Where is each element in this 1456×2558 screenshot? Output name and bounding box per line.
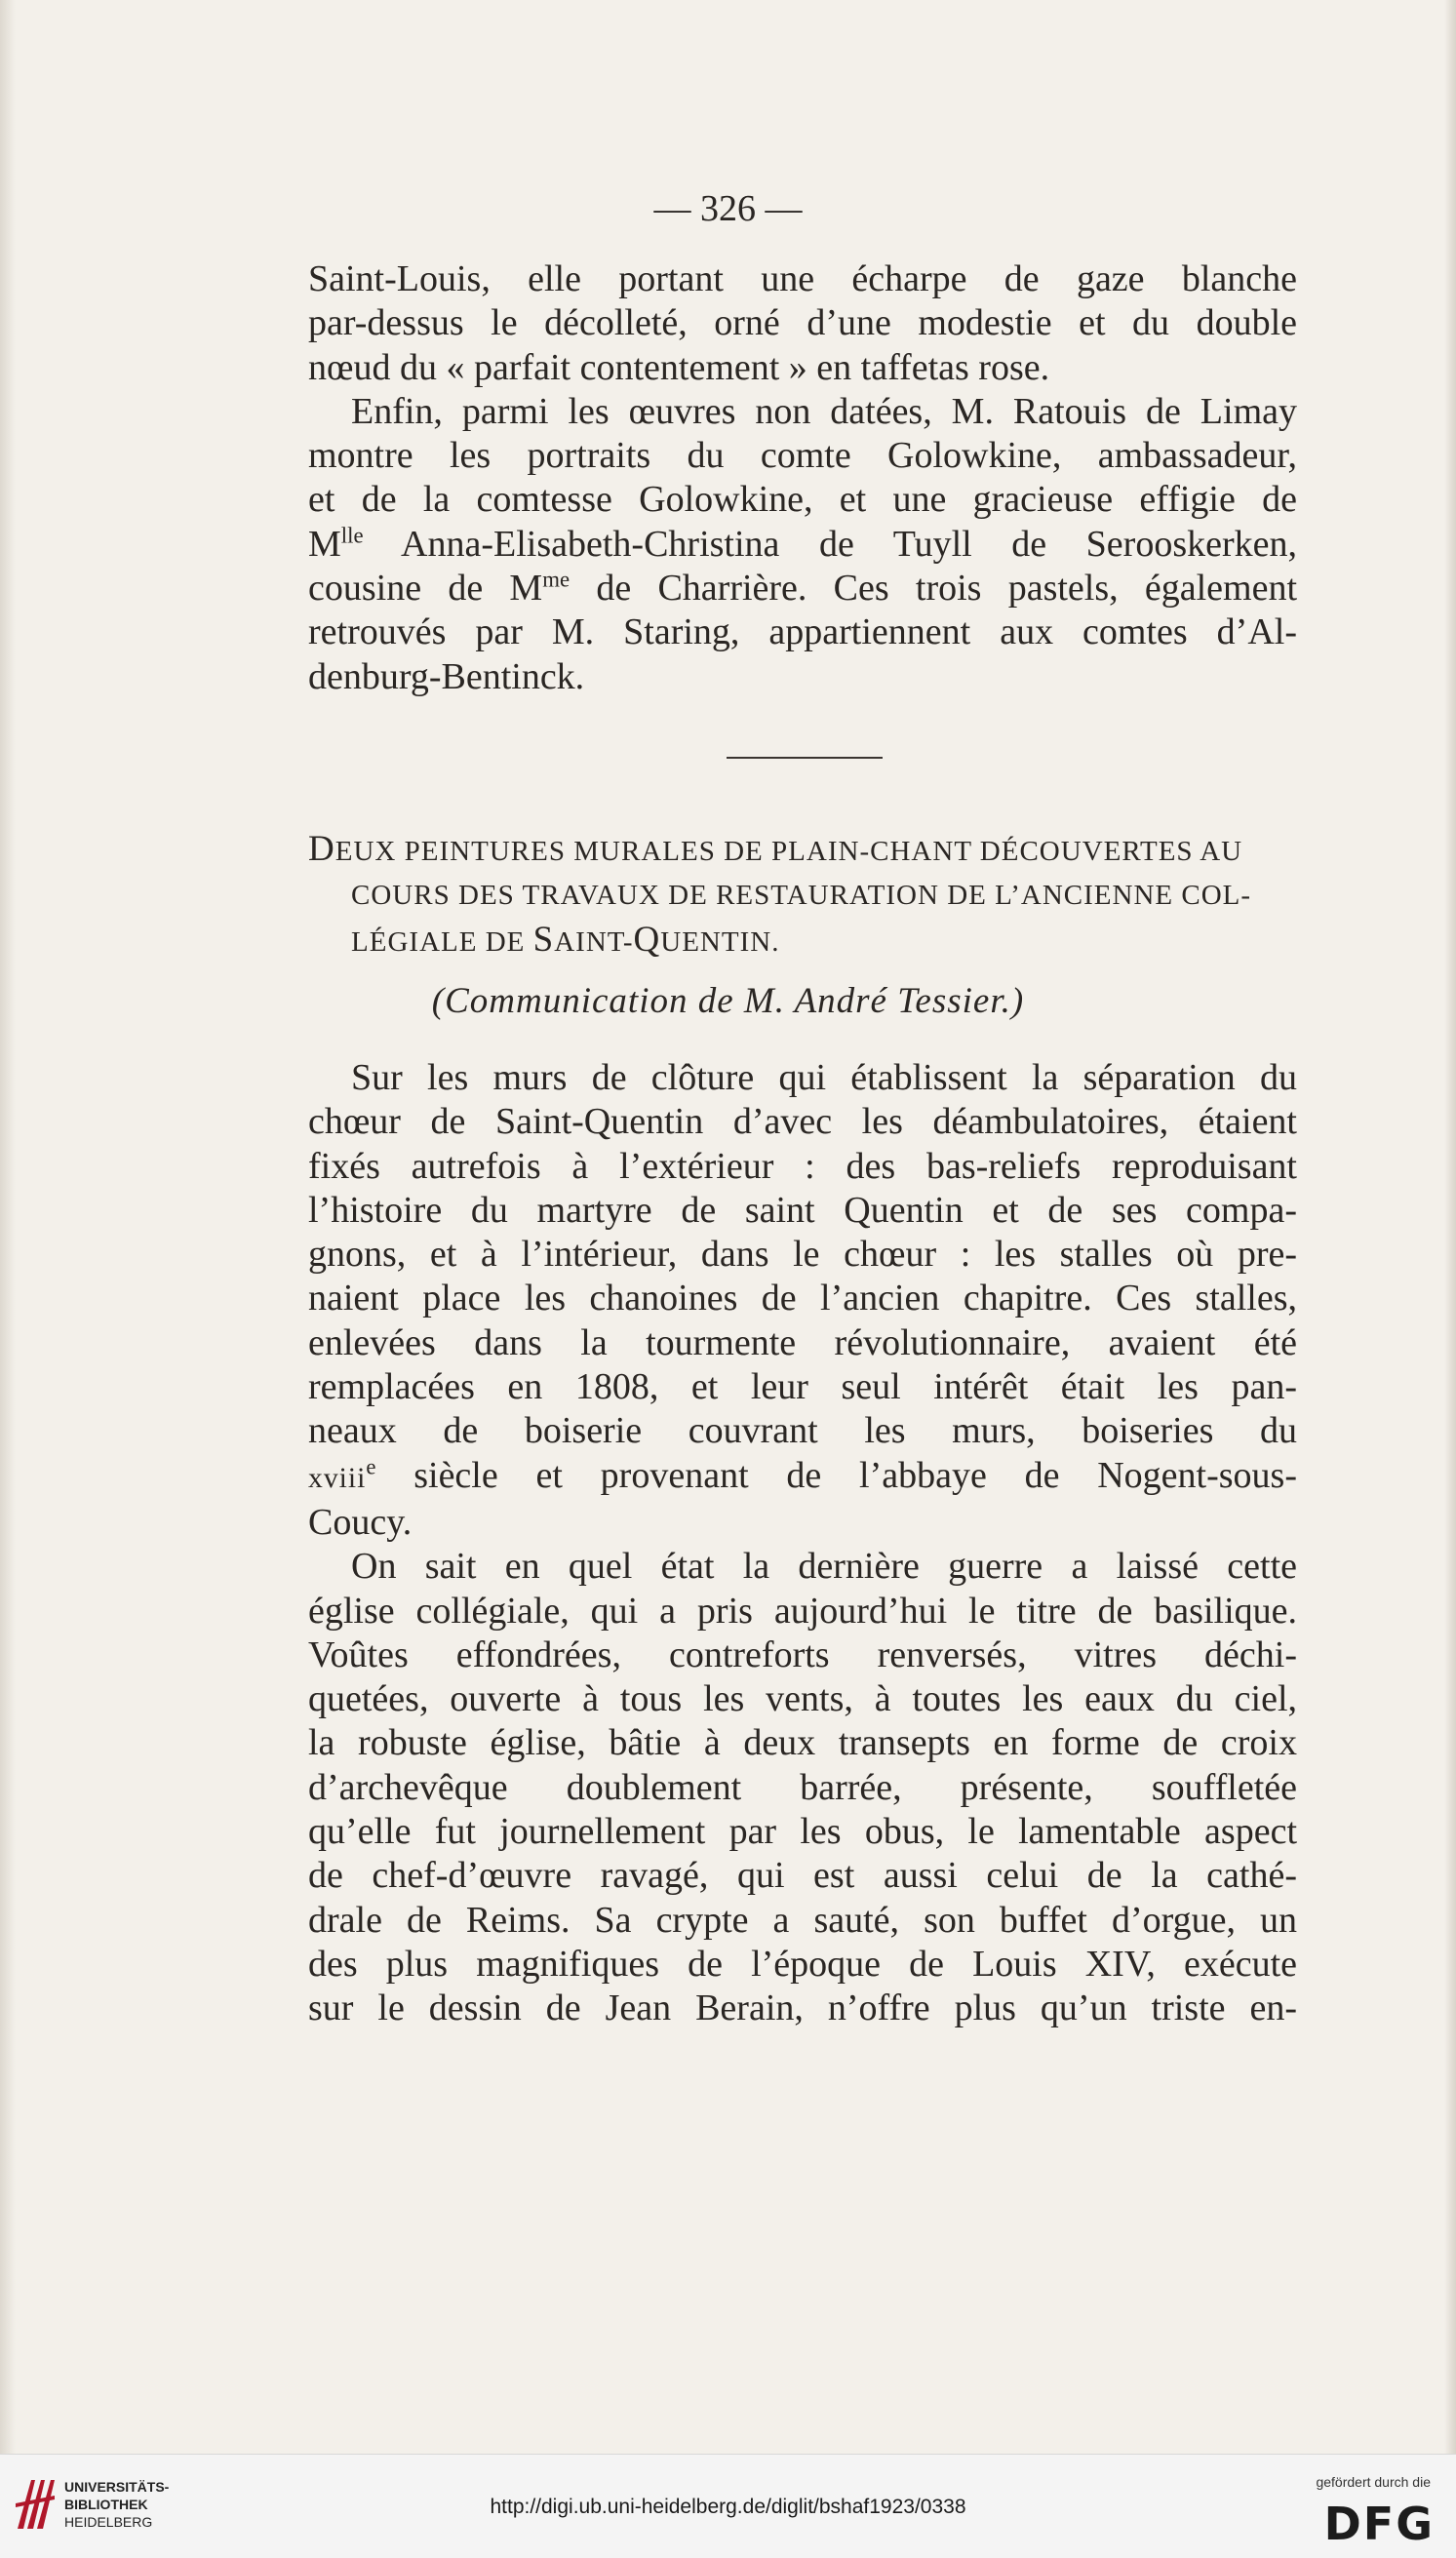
text-line: cousine de $M^{me}$ de Charrière. Ces trois pastels, également: [308, 567, 1297, 610]
text-line: remplacées en 1808, et leur seul intérêt était les pan-: [308, 1366, 1297, 1408]
text-line: église collégiale, qui a pris aujourd’hui le titre de basilique.: [308, 1590, 1297, 1632]
library-name-line: HEIDELBERG: [64, 2514, 153, 2530]
text-line: nœud du « parfait contentement » en taffetas rose.: [308, 346, 1050, 388]
text-line: d’archevêque doublement barrée, présente, souffletée: [308, 1766, 1297, 1808]
page-left-edge: [0, 0, 16, 2454]
text-line: par-dessus le décolleté, orné d’une modestie et du double: [308, 302, 1297, 344]
heading-line: COURS DES TRAVAUX DE RESTAURATION DE L’ANCIENNE COL-: [351, 880, 1252, 911]
text-line: naient place les chanoines de l’ancien chapitre. Ces stalles,: [308, 1278, 1297, 1319]
library-name-line: UNIVERSITÄTS-: [64, 2479, 170, 2495]
text-line: montre les portraits du comte Golowkine, ambassadeur,: [308, 435, 1297, 477]
heading-line: LÉGIALE DE SAINT-QUENTIN.: [351, 920, 780, 960]
funder-caption: gefördert durch die: [1316, 2474, 1431, 2490]
text-line: fixés autrefois à l’extérieur : des bas-reliefs reproduisant: [308, 1145, 1297, 1187]
text-line: quetées, ouverte à tous les vents, à toutes les eaux du ciel,: [308, 1678, 1297, 1720]
text-line: Sur les murs de clôture qui établissent la séparation du: [351, 1057, 1297, 1098]
text-line: de chef-d’œuvre ravagé, qui est aussi celui de la cathé-: [308, 1855, 1297, 1897]
text-line: Enfin, parmi les œuvres non datées, M. Ratouis de Limay: [351, 390, 1297, 432]
communication-credit: (Communication de M. André Tessier.): [431, 981, 1025, 1021]
paragraph-1: [308, 257, 1297, 699]
text-line: qu’elle fut journellement par les obus, le lamentable aspect: [308, 1811, 1297, 1853]
text-line: enlevées dans la tourmente révolutionnaire, avaient été: [308, 1321, 1297, 1363]
text-line: sur le dessin de Jean Berain, n’offre plus qu’un triste en-: [308, 1987, 1297, 2029]
text-line: chœur de Saint-Quentin d’avec les déambulatoires, étaient: [308, 1101, 1297, 1143]
text-line: Voûtes effondrées, contreforts renversés, vitres déchi-: [308, 1633, 1297, 1675]
section-heading: [308, 827, 1297, 964]
text-line: drale de Reims. Sa crypte a sauté, son buffet d’orgue, un: [308, 1899, 1297, 1941]
viewer-footer: [0, 2454, 1456, 2558]
text-line: Coucy.: [308, 1501, 413, 1543]
page-right-edge: [1444, 0, 1456, 2454]
text-line: retrouvés par M. Staring, appartiennent aux comtes d’Al-: [308, 611, 1297, 653]
text-line: gnons, et à l’intérieur, dans le chœur : les stalles où pre-: [308, 1234, 1297, 1276]
text-line: $M^{lle}$ Anna-Elisabeth-Christina de Tuyll de Serooskerken,: [308, 523, 1297, 565]
permalink-url[interactable]: http://digi.ub.uni-heidelberg.de/diglit/bshaf1923/0338: [490, 2496, 966, 2518]
text-line: denburg-Bentinck.: [308, 655, 585, 697]
section-divider: [727, 757, 883, 759]
page-number: — 326 —: [653, 188, 803, 229]
text-line: On sait en quel état la dernière guerre a laissé cette: [351, 1546, 1297, 1588]
paragraph-3: [308, 1056, 1297, 2031]
text-line: l’histoire du martyre de saint Quentin et de ses compa-: [308, 1189, 1297, 1231]
text-line: neaux de boiserie couvrant les murs, boiseries du: [308, 1410, 1297, 1452]
dfg-logo-icon[interactable]: DFG: [1323, 2498, 1435, 2550]
text-line: la robuste église, bâtie à deux transepts en forme de croix: [308, 1722, 1297, 1764]
heading-line: DEUX PEINTURES MURALES DE PLAIN-CHANT DÉCOUVERTES AU: [308, 829, 1243, 869]
library-name-line: BIBLIOTHEK: [64, 2497, 148, 2512]
text-line: xviii$^e$ siècle et provenant de l’abbaye de Nogent-sous-: [308, 1454, 1297, 1496]
text-line: Saint-Louis, elle portant une écharpe de gaze blanche: [308, 258, 1297, 299]
text-line: et de la comtesse Golowkine, et une gracieuse effigie de: [308, 479, 1297, 521]
text-line: des plus magnifiques de l’époque de Louis XIV, exécute: [308, 1943, 1297, 1985]
